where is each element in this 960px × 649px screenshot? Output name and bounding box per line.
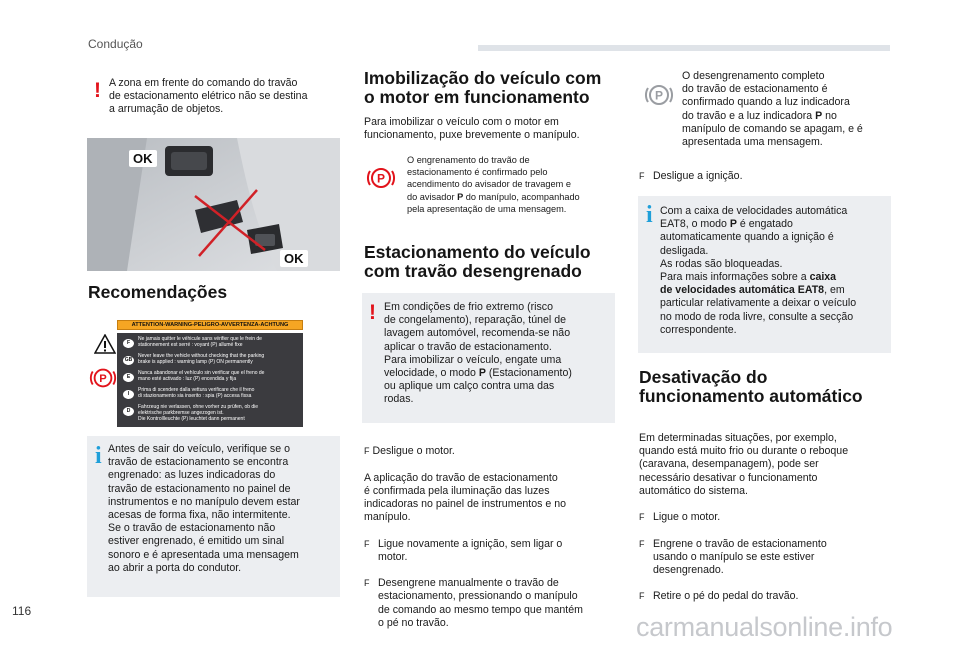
lang-code: E	[123, 373, 134, 382]
label-row-f	[123, 336, 299, 353]
label-title: ATTENTION-WARNING-PELIGRO-AVVERTENZA-ACHTUNG	[117, 320, 303, 330]
lang-text: Never leave the vehicle without checking that the parking brake is applied : warning lamp (P) ON permanently	[138, 353, 265, 366]
step-ignition-off	[639, 170, 889, 183]
deactivation-body: Em determinadas situações, por exemplo, quando está muito frio ou durante o reboque (caravana, desempanagem), pode ser necessário desativar o funcionamento automático do sistema.	[639, 432, 849, 497]
step-engage-brake-text: Engrene o travão de estacionamento usando o manípulo se este estiver desengrenado.	[653, 537, 827, 577]
label-row-i	[123, 387, 299, 404]
info-text: Antes de sair do veículo, verifique se o travão de estacionamento se encontra engrenado: as luzes indicadoras do travão de estacionamento no painel de instrumentos e no manípulo devem estar acesas de forma fixa, não intermitente. Se o travão de estacionamento não estiver engrenado, é emitido um sinal sonoro e é apresentada uma mensagem ao abrir a porta do condutor.	[108, 443, 300, 574]
warning-box-cold	[362, 293, 615, 423]
step-engine-off-text: Desligue o motor.	[369, 445, 455, 458]
warning-triangle-icon	[94, 334, 116, 354]
warning-label-sticker	[87, 308, 340, 428]
bullet-glyph: F	[364, 538, 370, 549]
warning-text: A zona em frente do comando do travão de estacionamento elétrico não se destina a arrumação de objetos.	[109, 77, 308, 116]
engagement-note	[407, 154, 622, 215]
middle-steps	[364, 432, 624, 643]
lang-code: I	[123, 390, 134, 399]
lang-code: GB	[124, 357, 133, 363]
watermark: carmanualsonline.info	[636, 612, 893, 642]
label-row-d	[123, 404, 299, 426]
info-eat8-post: , em particular relativamente a deixar o veículo no modo de roda livre, consulte a secção correspondente.	[660, 284, 857, 336]
info-box-before-leaving	[87, 436, 340, 597]
parking-brake-gray-icon	[644, 80, 674, 110]
warning-cold-pre: Em condições de frio extremo (risco de congelamento), reparação, túnel de lavagem automóvel, recomenda-se não aplicar o travão de estacionamento. Para imobilizar o veículo, engate uma velocidade, o modo	[384, 301, 571, 380]
step-ignition-off-text: Desligue a ignição.	[653, 170, 743, 182]
step-release-manual	[364, 577, 624, 630]
warning-cold-bold: P	[478, 367, 486, 380]
bullet-glyph: F	[364, 578, 370, 589]
step-ignition-on-text: Ligue novamente a ignição, sem ligar o motor.	[378, 537, 563, 563]
warning-icon: !	[94, 79, 101, 102]
release-note-bold: P	[815, 109, 823, 122]
bullet-glyph: F	[639, 538, 645, 549]
lang-text: Nunca abandonar el vehículo sin verificar que el freno de mano esté activado : luz (P) encendida y fija	[138, 370, 265, 383]
label-row-e	[123, 370, 299, 387]
lang-code: F	[123, 339, 134, 348]
heading-immobilisation: Imobilização do veículo com o motor em funcionamento	[364, 68, 602, 107]
release-note-post: no manípulo de comando se apagam, e é apresentada uma mensagem.	[682, 109, 863, 149]
step-engine-off	[364, 445, 624, 458]
step-engine-on	[639, 511, 894, 524]
svg-text:P: P	[654, 88, 664, 103]
info-eat8-mid: é engatado automaticamente quando a ignição é desligada. As rodas são bloqueadas. Para mais informações sobre a	[660, 218, 834, 284]
lang-code: D	[123, 407, 134, 416]
parking-brake-red-icon	[366, 163, 396, 193]
bullet-glyph: F	[639, 512, 645, 523]
label-row-gb	[123, 353, 299, 370]
info-icon: i	[95, 443, 102, 469]
bullet-glyph: F	[639, 591, 645, 602]
step-ignition-on	[364, 538, 624, 564]
info-box-eat8	[638, 196, 891, 353]
warning-box-storage	[87, 72, 340, 128]
warning-cold-text	[384, 301, 614, 407]
note-text-post: do manípulo, acompanhado pela apresentação de uma mensagem.	[407, 191, 580, 214]
note-text-pre: O engrenamento do travão de estacionamento é confirmado pelo acendimento do avisador de travagem e do avisador	[407, 155, 571, 202]
svg-text:P: P	[99, 373, 107, 386]
info-eat8-pre: Com a caixa de velocidades automática EAT8, o modo	[660, 205, 848, 231]
warning-cold-post: (Estacionamento) ou aplique um calço contra uma das rodas.	[384, 367, 572, 406]
lang-text: Prima di scendere dalla vettura verificare che il freno di stazionamento sia inserito : spia (P) accesa fissa	[138, 387, 255, 400]
immobilisation-intro: Para imobilizar o veículo com o motor em funcionamento, puxe brevemente o manípulo.	[364, 116, 580, 142]
parking-brake-label-icon	[89, 364, 117, 392]
deactivation-steps	[639, 498, 894, 617]
warning-icon: !	[369, 301, 376, 324]
parking-brake-photo	[87, 138, 340, 271]
step-release-pedal	[639, 590, 894, 603]
info-icon: i	[646, 202, 653, 228]
bullet-glyph: F	[364, 446, 370, 457]
step-release-manual-text: Desengrene manualmente o travão de estacionamento, pressionando o manípulo de comando ao mesmo tempo que mantém o pé no travão.	[378, 577, 583, 629]
step-engage-brake	[639, 538, 894, 578]
note-bold: P	[457, 191, 464, 202]
running-header: Condução	[88, 37, 143, 51]
lang-text: Ne jamais quitter le véhicule sans vérifier que le frein de stationnement est serré : voyant (P) allumé fixe	[138, 336, 262, 349]
recommendations-heading: Recomendações	[88, 282, 228, 302]
release-note	[682, 70, 897, 149]
info-eat8-bold-gearbox: caixa de velocidades automática EAT8	[660, 271, 837, 297]
svg-text:P: P	[376, 171, 386, 186]
ok-badge-bottom: OK	[280, 250, 308, 267]
heading-parking-released: Estacionamento do veículo com travão desengrenado	[364, 242, 591, 281]
info-eat8-bold-p: P	[729, 218, 737, 231]
lang-text: Fahrzeug nie verlassen, ohne vorher zu prüfen, ob die elektrische parkbremse angezogen ist. Die Kontrollleuchte (P) leuchtet dann permanent	[138, 404, 259, 423]
info-eat8-text	[660, 205, 890, 337]
release-note-pre: O desengrenamento completo do travão de estacionamento é confirmado quando a luz indicadora do travão e a luz indicadora	[682, 70, 850, 122]
bullet-glyph: F	[639, 171, 645, 181]
step-engine-off-detail: A aplicação do travão de estacionamento é confirmada pela iluminação das luzes indicadoras no painel de instrumentos e no manípulo.	[364, 471, 567, 524]
step-release-pedal-text: Retire o pé do pedal do travão.	[653, 590, 799, 603]
step-engine-on-text: Ligue o motor.	[653, 511, 721, 524]
label-multilingual-text	[117, 333, 303, 427]
heading-deactivation: Desativação do funcionamento automático	[639, 367, 863, 406]
header-bar	[478, 45, 890, 51]
ok-badge-top: OK	[129, 150, 157, 167]
page-number: 116	[12, 604, 32, 618]
